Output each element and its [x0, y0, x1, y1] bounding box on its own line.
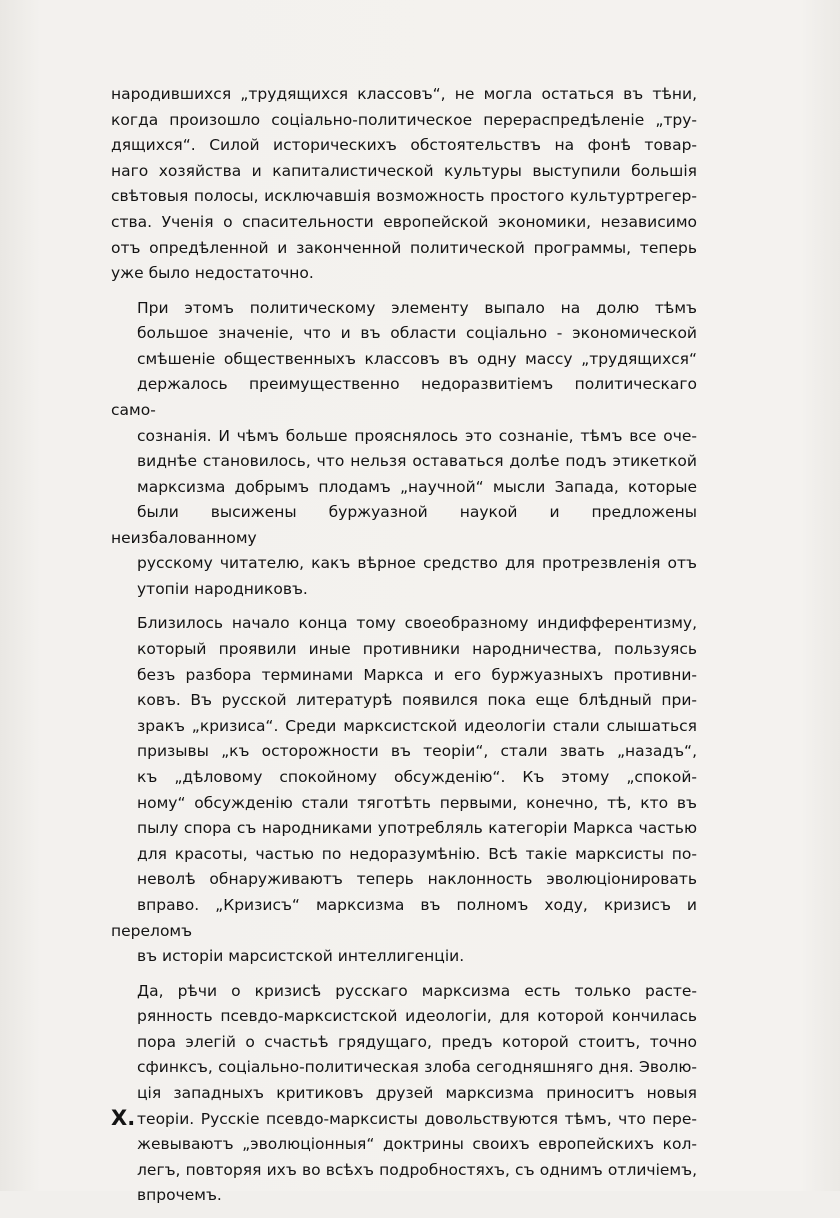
text-line: ковъ. Въ русской литературѣ появился пока еще блѣдный при-	[137, 691, 697, 710]
text-line: безъ разбора терминами Маркса и его буржуазныхъ противни-	[137, 665, 697, 684]
text-line: русскому читателю, какъ вѣрное средство для протрезвленія отъ	[137, 554, 697, 573]
text-line: При этомъ политическому элементу выпало на долю тѣмъ	[137, 298, 697, 317]
text-line: утопіи народниковъ.	[137, 580, 308, 599]
text-line: рянность псевдо-марксистской идеологіи, для которой кончилась	[137, 1007, 697, 1026]
text-line: дящихся“. Силой историческихъ обстоятельствъ на фонѣ товар-	[111, 136, 697, 155]
text-line: къ „дѣловому спокойному обсужденію“. Къ этому „спокой-	[137, 768, 697, 787]
paragraph-4	[111, 979, 697, 1209]
text-line: Близилось начало конца тому своеобразному индифферентизму,	[137, 614, 697, 633]
page-number: X.	[111, 1106, 136, 1130]
text-line: сознанія. И чѣмъ больше прояснялось это сознаніе, тѣмъ все оче-	[137, 426, 697, 445]
text-line: большое значеніе, что и въ области соціально - экономической	[137, 324, 697, 343]
text-line: жевываютъ „эволюціонныя“ доктрины своихъ европейскихъ кол-	[137, 1135, 697, 1154]
text-line: виднѣе становилось, что нельзя оставаться долѣе подъ этикеткой	[137, 452, 697, 471]
text-line: свѣтовыя полосы, исключавшія возможность простого культуртрегер-	[111, 187, 697, 206]
text-line: смѣшеніе общественныхъ классовъ въ одну массу „трудящихся“	[137, 349, 697, 368]
text-line: призывы „къ осторожности въ теоріи“, стали звать „назадъ“,	[137, 742, 697, 761]
text-line: марксизма добрымъ плодамъ „научной“ мысли Запада, которые	[137, 477, 697, 496]
paragraph-3	[111, 611, 697, 969]
page-body-text	[111, 82, 697, 1218]
text-line: наго хозяйства и капиталистической культуры выступили большія	[111, 161, 697, 180]
text-line: были высижены буржуазной наукой и предложены неизбалованному	[111, 503, 697, 547]
text-line: ція западныхъ критиковъ друзей марксизма приноситъ новыя	[137, 1083, 697, 1102]
text-line: пора элегій о счастьѣ грядущаго, предъ которой стоитъ, точно	[137, 1032, 697, 1051]
text-line: вправо. „Кризисъ“ марксизма въ полномъ ходу, кризисъ и переломъ	[111, 896, 697, 940]
paragraph-1	[111, 82, 697, 287]
text-line: зракъ „кризиса“. Среди марксистской идеологіи стали слышаться	[137, 716, 697, 735]
text-line: Да, рѣчи о кризисѣ русскаго марксизма есть только расте-	[137, 981, 697, 1000]
text-line: народившихся „трудящихся классовъ“, не могла остаться въ тѣни,	[111, 85, 697, 103]
text-line: когда произошло соціально-политическое перераспредѣленіе „тру-	[111, 110, 697, 129]
text-line: ства. Ученія о спасительности европейской экономики, независимо	[111, 212, 697, 231]
text-line: теоріи. Русскіе псевдо-марксисты довольствуются тѣмъ, что пере-	[137, 1109, 697, 1128]
text-line: для красоты, частью по недоразумѣнію. Всѣ такіе марксисты по-	[137, 844, 697, 863]
text-line: который проявили иные противники народничества, пользуясь	[137, 640, 697, 659]
text-line: ному“ обсужденію стали тяготѣть первыми, конечно, тѣ, кто въ	[137, 793, 697, 812]
text-line: пылу спора съ народниками употребляль категоріи Маркса частью	[137, 819, 697, 838]
text-line: неволѣ обнаруживаютъ теперь наклонность эволюціонировать	[137, 870, 697, 889]
text-line: уже было недостаточно.	[111, 264, 314, 283]
text-line: держалось преимущественно недоразвитіемъ политическаго само-	[111, 375, 697, 419]
text-line: легъ, повторяя ихъ во всѣхъ подробностяхъ, съ однимъ отличіемъ,	[137, 1160, 697, 1179]
text-line: отъ опредѣленной и законченной политической программы, теперь	[111, 238, 697, 257]
text-line: въ исторіи марсистской интеллигенціи.	[137, 947, 465, 966]
text-line: впрочемъ.	[137, 1186, 222, 1205]
paragraph-2	[111, 296, 697, 603]
text-line: сфинксъ, соціально-политическая злоба сегодняшняго дня. Эволю-	[137, 1058, 697, 1077]
